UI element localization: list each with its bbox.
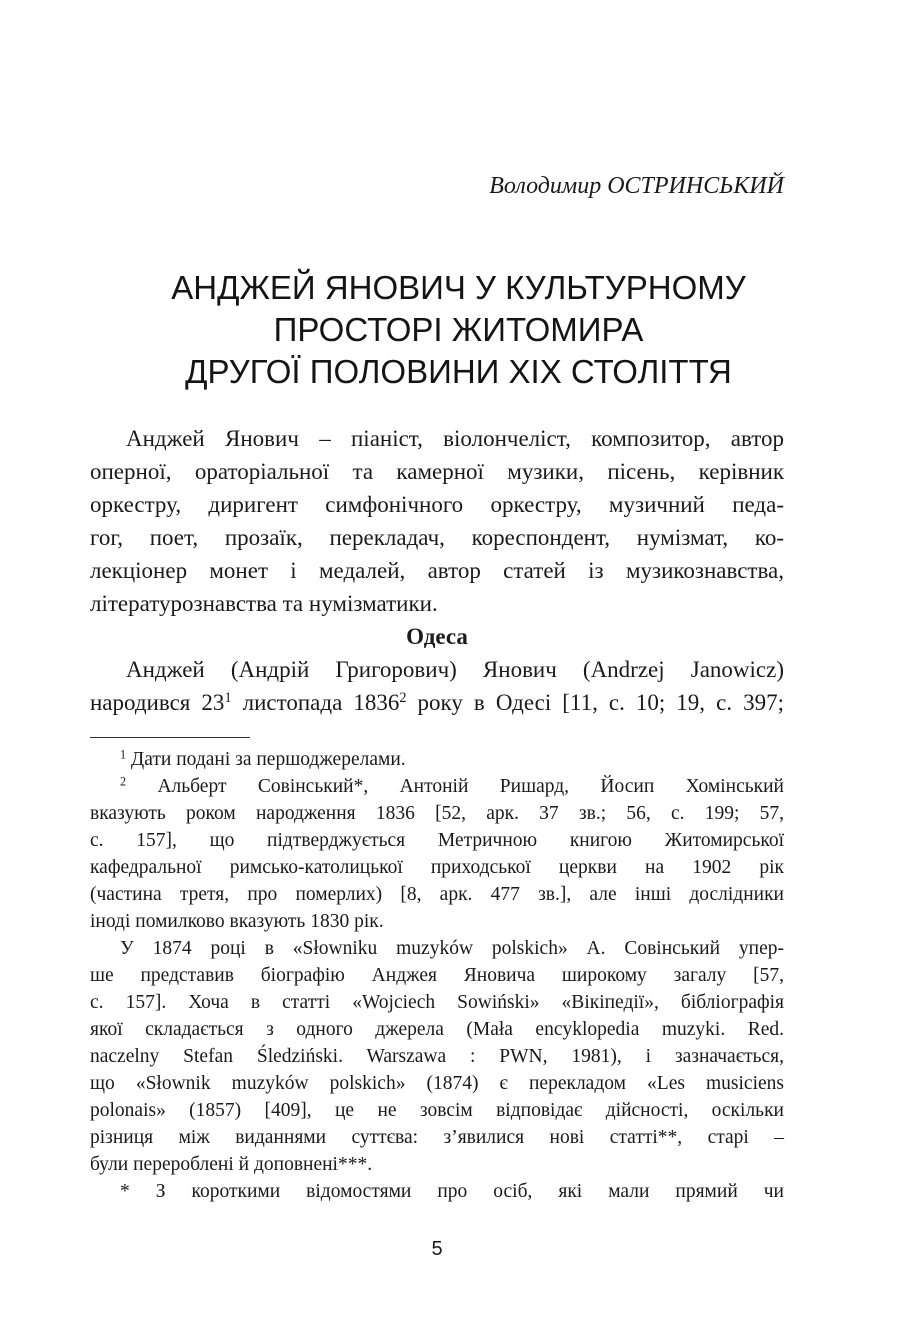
footnote-2-line-3: с. 157], що підтверджується Метричною книгою Житомирської — [90, 830, 784, 851]
odesa-text-part-3: року в Одесі [11, с. 10; 19, с. 397; — [406, 690, 785, 715]
footnote-2-cont-line-5: naczelny Stefan Śledziński. Warszawa : PWN, 1981), і зазначається, — [90, 1046, 784, 1067]
footnote-ref-1: 1 — [224, 690, 232, 707]
footnote-1-marker: 1 — [120, 747, 127, 762]
footnote-2-line-6: іноді помилково вказують 1830 рік. — [90, 911, 384, 932]
footnote-star: * З короткими відомостями про осіб, які мали прямий чи — [120, 1181, 784, 1202]
footnote-separator — [90, 737, 250, 738]
intro-line-2: оперної, ораторіальної та камерної музики, пісень, керівник — [90, 459, 784, 484]
footnote-2-first-line-text: Альберт Совінський*, Антоній Ришард, Йосип Хомінський — [126, 776, 784, 797]
article-title-line-3: ДРУГОЇ ПОЛОВИНИ ХІХ СТОЛІТТЯ — [185, 353, 732, 390]
footnote-2-cont-line-2: ше представив біографію Анджея Яновича широкому загалу [57, — [90, 965, 784, 986]
footnote-2-line-4: кафедральної римсько-католицької приходської церкви на 1902 рік — [90, 857, 784, 878]
intro-line-6: літературознавства та нумізматики. — [90, 591, 438, 616]
footnote-2-cont-line-3: с. 157]. Хоча в статті «Wojciech Sowiński» «Вікіпедії», бібліографія — [90, 992, 784, 1013]
intro-line-4: гог, поет, прозаїк, перекладач, кореспондент, нумізмат, ко- — [90, 525, 784, 550]
intro-line-1: Анджей Янович – піаніст, віолончеліст, композитор, автор — [126, 426, 784, 451]
footnote-2-cont-line-7: polonais» (1857) [409], це не зовсім відповідає дійсності, оскільки — [90, 1100, 784, 1121]
footnote-2-line-2: вказують роком народження 1836 [52, арк. 37 зв.; 56, с. 199; 57, — [90, 803, 784, 824]
odesa-line-1: Анджей (Андрій Григорович) Янович (Andrzej Janowicz) — [126, 657, 784, 682]
footnote-2-cont-line-4: якої складається з одного джерела (Mała encyklopedia muzyki. Red. — [90, 1019, 784, 1040]
intro-line-3: оркестру, диригент симфонічного оркестру, музичний педа- — [90, 492, 784, 517]
intro-line-5: лекціонер монет і медалей, автор статей із музикознавства, — [90, 558, 784, 583]
article-title-line-1: АНДЖЕЙ ЯНОВИЧ У КУЛЬТУРНОМУ — [171, 269, 746, 306]
odesa-line-2 — [90, 689, 784, 717]
footnote-1-text: Дати подані за першоджерелами. — [126, 749, 406, 770]
section-heading: Одеса — [406, 624, 468, 649]
footnote-2-cont-line-8: різниця між виданнями суттєва: з’явилися нові статті**, старі – — [90, 1127, 784, 1148]
footnote-2-marker: 2 — [120, 774, 127, 789]
odesa-text-part-2: листопада 1836 — [231, 690, 400, 715]
footnote-1 — [90, 748, 784, 771]
footnote-2-cont-line-9: були перероблені й доповнені***. — [90, 1154, 373, 1175]
page-number: 5 — [431, 1238, 443, 1260]
odesa-text-part-1: народився 23 — [90, 690, 225, 715]
footnote-2-cont-line-1: У 1874 році в «Słowniku muzyków polskich» А. Совінський упер- — [120, 938, 784, 959]
footnote-2-line-1 — [90, 775, 784, 798]
article-title-line-2: ПРОСТОРІ ЖИТОМИРА — [273, 311, 644, 348]
footnote-2-line-5: (частина третя, про померлих) [8, арк. 477 зв.], але інші дослідники — [90, 884, 784, 905]
footnote-ref-2: 2 — [399, 690, 407, 707]
footnote-2-cont-line-6: що «Słownik muzyków polskich» (1874) є перекладом «Les musiciens — [90, 1073, 784, 1094]
author-name: Володимир ОСТРИНСЬКИЙ — [489, 173, 784, 199]
